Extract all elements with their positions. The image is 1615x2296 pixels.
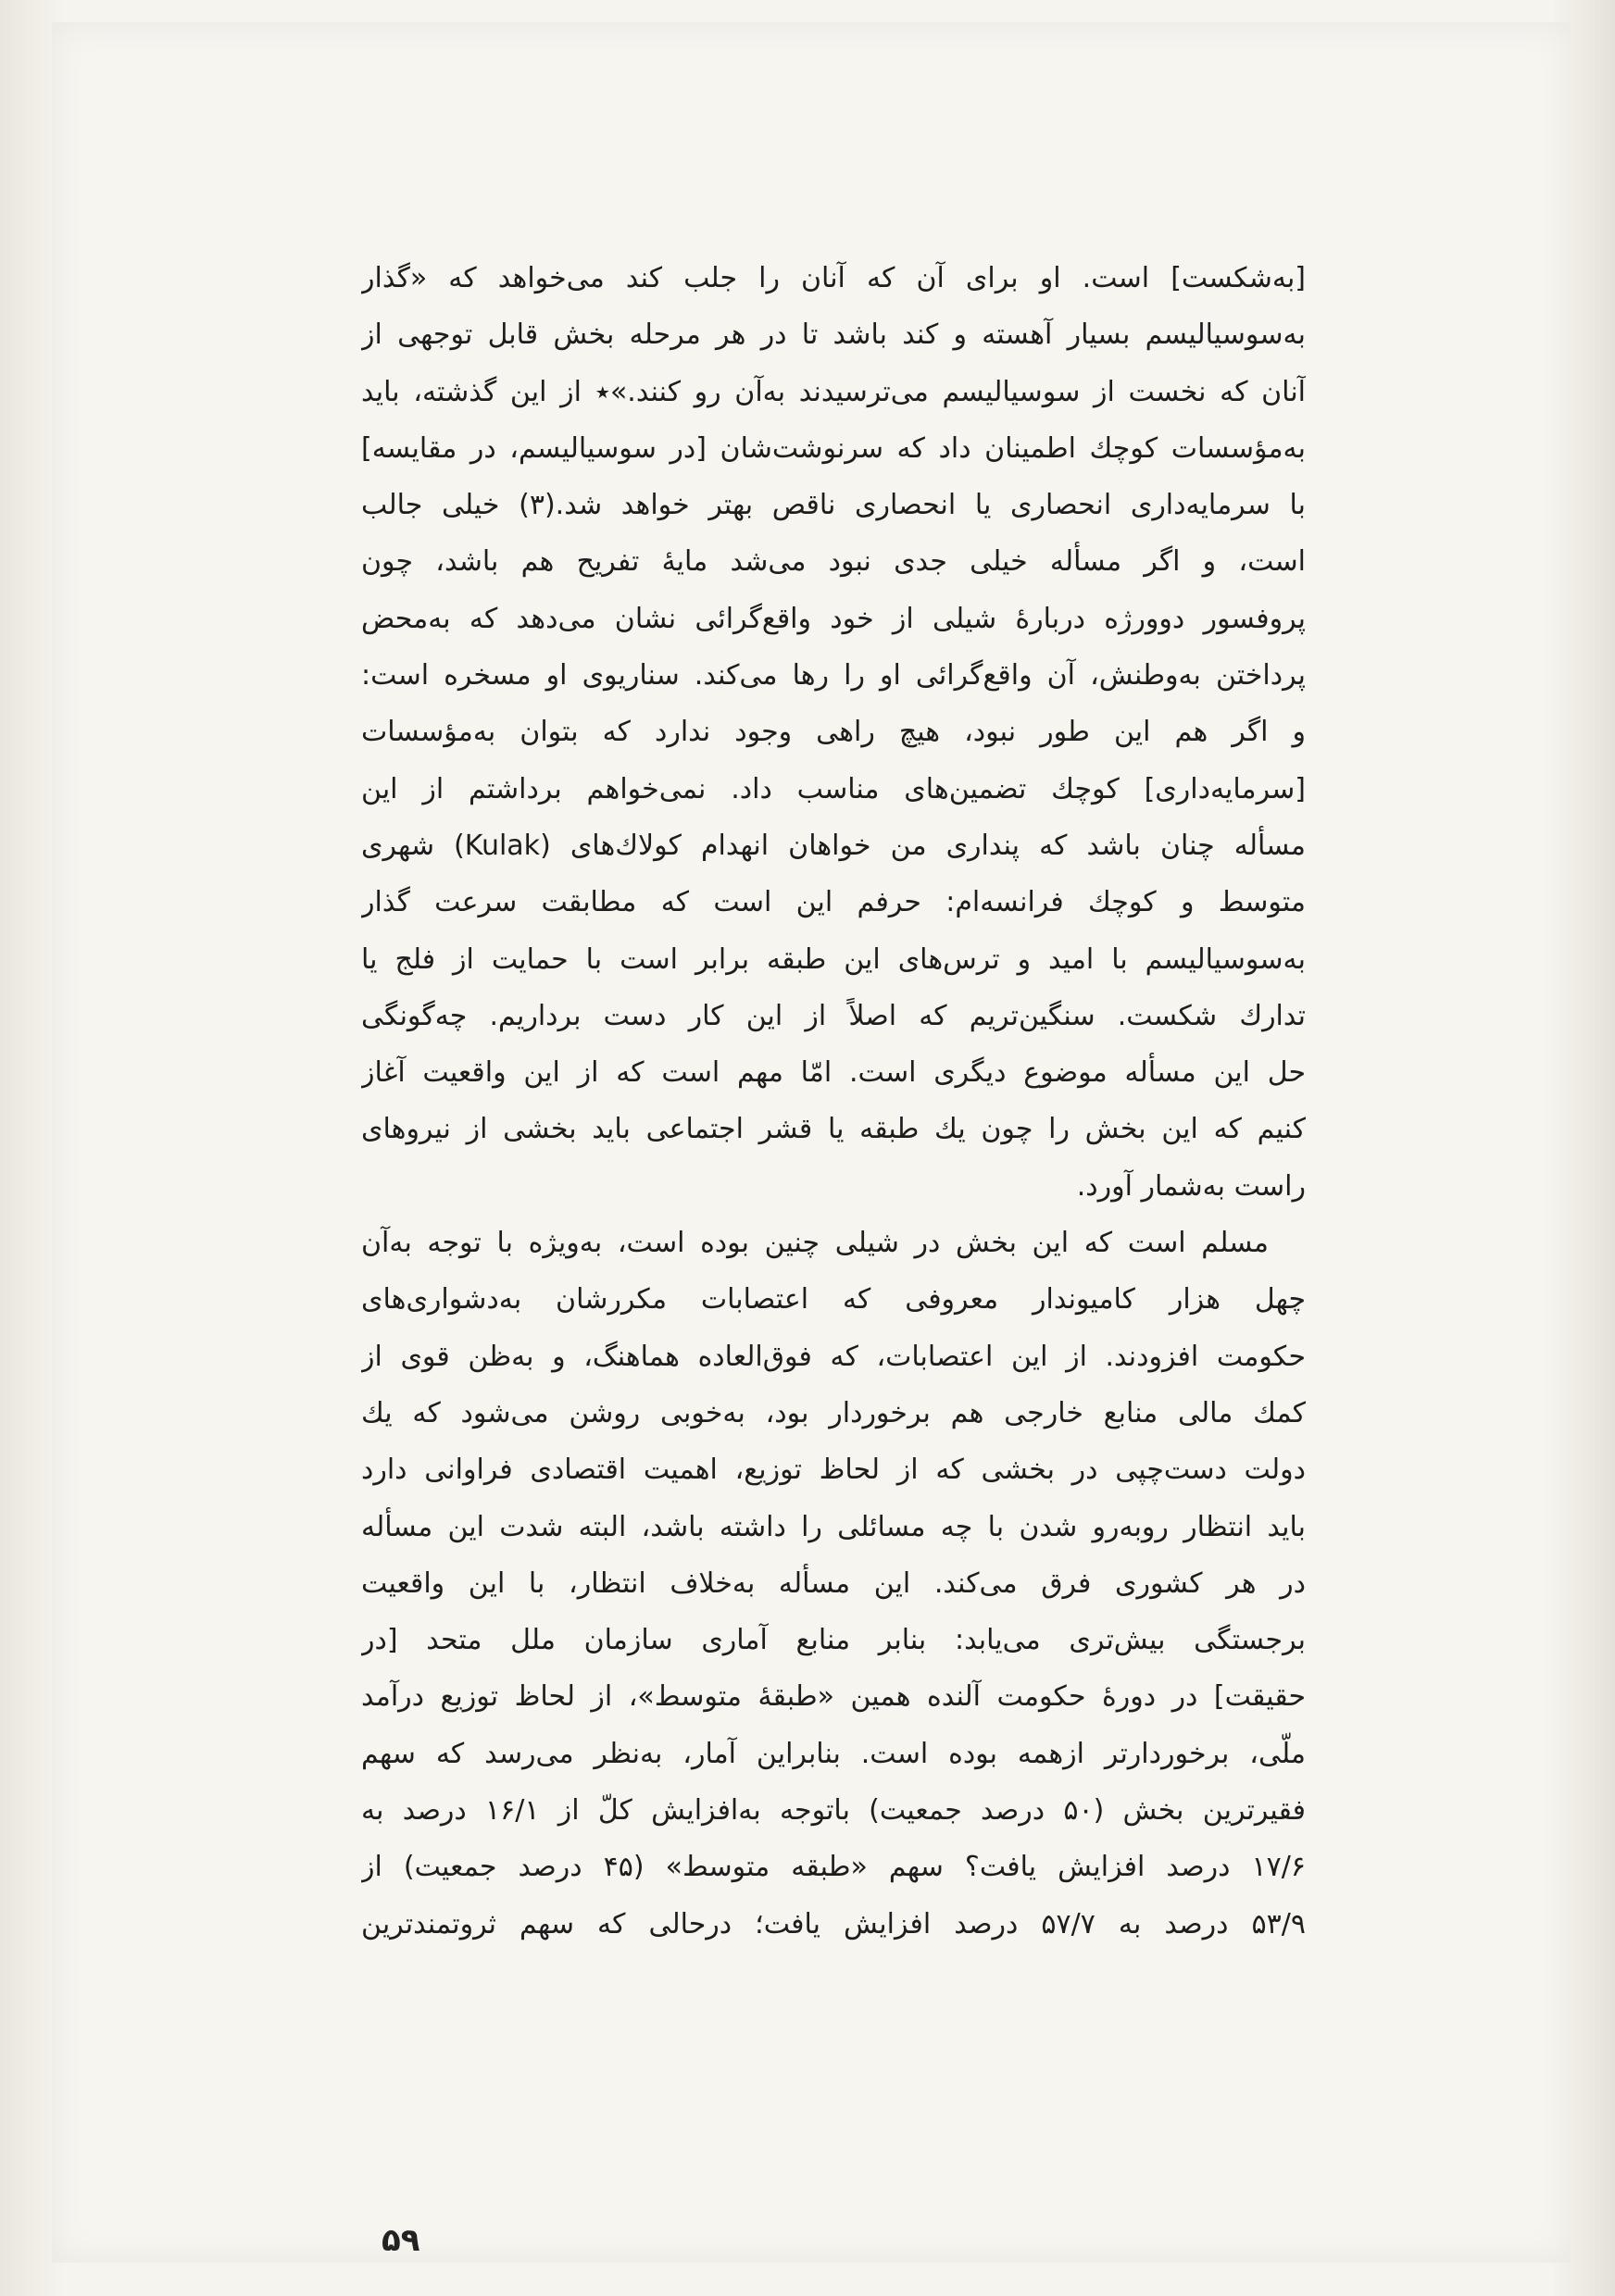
text-line: به‌مؤسسات کوچك اطمینان داد که سرنوشت‌شان [در سوسیالیسم، در مقایسه] — [361, 431, 1306, 465]
page-number: ۵۹ — [382, 2222, 420, 2259]
text-line: کنیم که این بخش را چون یك طبقه یا قشر اجتماعی باید بخشی از نیروهای — [361, 1113, 1306, 1146]
text-line: حل این مسأله موضوع دیگری است. امّا مهم است که از این واقعیت آغاز — [361, 1056, 1306, 1090]
text-line: به‌سوسیالیسم با امید و ترس‌های این طبقه برابر است با حمایت از فلج یا — [361, 942, 1306, 976]
text-line: با سرمایه‌داری انحصاری یا انحصاری ناقص بهتر خواهد شد.(۳) خیلی جالب — [361, 489, 1306, 522]
text-line: راست به‌شمار آورد. — [1076, 1169, 1306, 1203]
text-line: مسلم است که این بخش در شیلی چنین بوده است، به‌ویژه با توجه به‌آن — [361, 1227, 1269, 1260]
text-line: به‌سوسیالیسم بسیار آهسته و کند باشد تا در هر مرحله بخش قابل توجهی از — [361, 318, 1306, 352]
text-line: برجستگی بیش‌تری می‌یابد: بنابر منابع آماری سازمان ملل متحد [در — [361, 1624, 1306, 1657]
text-line: آنان که نخست از سوسیالیسم می‌ترسیدند به‌آن رو کنند.»٭ از این گذشته، باید — [361, 375, 1306, 408]
text-line: حقیقت] در دورهٔ حکومت آلنده همین «طبقهٔ متوسط»، از لحاظ توزیع درآمد — [361, 1680, 1306, 1714]
body-text — [361, 250, 1306, 1953]
text-line: [به‌شکست] است. او برای آن که آنان را جلب کند می‌خواهد که «گذار — [361, 262, 1306, 294]
text-line: پروفسور دوورژه دربارهٔ شیلی از خود واقع‌گرائی نشان می‌دهد که به‌محض — [361, 602, 1306, 635]
text-line: تدارك شکست. سنگین‌تریم که اصلاً از این کار دست برداریم. چه‌گونگی — [361, 999, 1306, 1032]
text-line: مسأله چنان باشد که پنداری من خواهان انهدام کولاك‌های (Kulak) شهری — [361, 829, 1306, 862]
text-line: پرداختن به‌وطنش، آن واقع‌گرائی او را رها می‌کند. سناریوی او مسخره است: — [361, 659, 1306, 693]
text-line: ۵۳/۹ درصد به ۵۷/۷ درصد افزایش یافت؛ درحالی که سهم ثروتمندترین — [361, 1907, 1306, 1940]
text-line: کمك مالی منابع خارجی هم برخوردار بود، به‌خوبی روشن می‌شود که یك — [361, 1396, 1306, 1429]
text-line: [سرمایه‌داری] کوچك تضمین‌های مناسب داد. نمی‌خواهم برداشتم از این — [361, 772, 1306, 805]
text-line: متوسط و کوچك فرانسه‌ام: حرفم این است که مطابقت سرعت گذار — [361, 886, 1306, 919]
text-line: است، و اگر مسأله خیلی جدی نبود می‌شد مایهٔ تفریح هم باشد، چون — [361, 545, 1306, 579]
text-line: در هر کشوری فرق می‌کند. این مسأله به‌خلاف انتظار، با این واقعیت — [361, 1566, 1306, 1600]
text-line: ۱۷/۶ درصد افزایش یافت؟ سهم «طبقه متوسط» (۴۵ درصد جمعیت) از — [361, 1851, 1306, 1884]
text-line: چهل هزار کامیوندار معروفی که اعتصابات مکررشان به‌دشواری‌های — [361, 1283, 1306, 1316]
text-line: باید انتظار روبه‌رو شدن با چه مسائلی را داشته باشد، البته شدت این مسأله — [361, 1510, 1306, 1543]
text-line: دولت دست‌چپی در بخشی که از لحاظ توزیع، اهمیت اقتصادی فراوانی دارد — [361, 1454, 1306, 1487]
text-line: حکومت افزودند. از این اعتصابات، که فوق‌العاده هماهنگ، و به‌ظن قوی از — [361, 1340, 1306, 1373]
text-line: و اگر هم این طور نبود، هیچ راهی وجود ندارد که بتوان به‌مؤسسات — [361, 716, 1306, 749]
text-line: ملّی، برخوردارتر ازهمه بوده است. بنابراین آمار، به‌نظر می‌رسد که سهم — [361, 1737, 1306, 1770]
text-line: فقیرترین بخش (۵۰ درصد جمعیت) باتوجه به‌افزایش کلّ از ۱۶/۱ درصد به — [361, 1794, 1306, 1828]
